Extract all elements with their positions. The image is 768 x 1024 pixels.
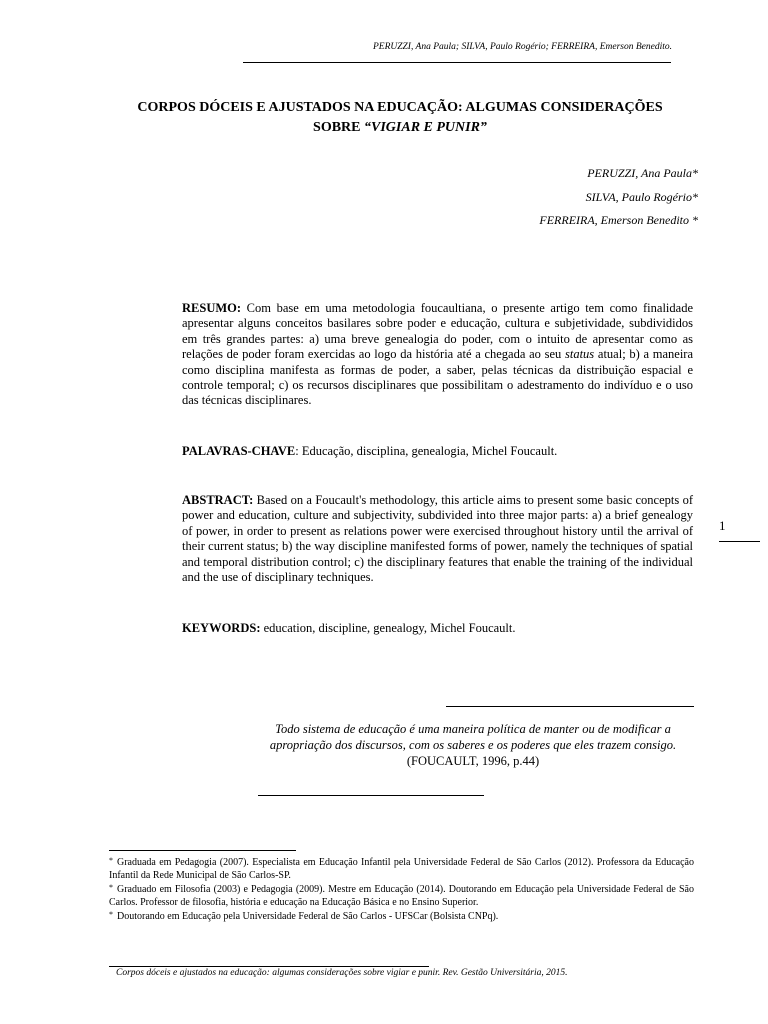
footnotes	[109, 855, 694, 924]
title-line-2	[100, 118, 700, 138]
footnote-2-text: Graduado em Filosofia (2003) e Pedagogia (2009). Mestre em Educação (2014). Doutorando em Educação pela Universidade Federal de São Carlos. Professor de filosofia, história e educação na Educação Básica e no Ensino Superior.	[109, 884, 694, 908]
keywords-paragraph	[182, 621, 693, 636]
footnote-2-marker: *	[109, 883, 113, 893]
resumo-paragraph	[182, 301, 693, 409]
abstract-label: ABSTRACT:	[182, 493, 254, 507]
resumo-text-after: atual; b) a maneira como disciplina manifesta as formas de poder, a saber, pelas técnicas da distribuição espacial e controle temporal; c) os recursos disciplinares que possibilitam o adestramento do indivíduo e o uso das técnicas disciplinares.	[182, 347, 693, 408]
author-list	[539, 162, 698, 233]
palavras-chave-label: PALAVRAS-CHAVE	[182, 444, 296, 458]
title-line-1: CORPOS DÓCEIS E AJUSTADOS NA EDUCAÇÃO: ALGUMAS CONSIDERAÇÕES	[137, 100, 663, 115]
footnote-rule	[109, 850, 296, 851]
abstract-paragraph	[182, 493, 693, 585]
article-title	[100, 98, 700, 138]
author-1: PERUZZI, Ana Paula*	[587, 166, 698, 180]
epigraph-top-rule	[446, 706, 694, 707]
footnote-1-marker: *	[109, 856, 113, 865]
footnote-2	[109, 882, 694, 909]
title-line-2-italic: “VIGIAR E PUNIR”	[364, 120, 487, 135]
epigraph-bottom-rule	[258, 795, 484, 796]
resumo-italic-term: status	[565, 347, 595, 362]
footnote-3	[109, 909, 694, 924]
page-number: 1	[719, 518, 726, 533]
palavras-chave-text: : Educação, disciplina, genealogia, Michel Foucault.	[295, 444, 558, 458]
footer-citation: Corpos dóceis e ajustados na educação: algumas considerações sobre vigiar e punir. Rev. Gestão Universitária, 2015.	[116, 968, 568, 978]
epigraph-quote: Todo sistema de educação é uma maneira política de manter ou de modificar a apropriação dos discursos, com os saberes e os poderes que eles trazem consigo.	[269, 722, 677, 752]
epigraph	[253, 721, 693, 769]
resumo-label: RESUMO:	[182, 301, 242, 315]
keywords-label: KEYWORDS:	[182, 621, 261, 635]
page-number-rule	[719, 541, 760, 542]
footnote-1	[109, 855, 694, 882]
footnote-1-text: Graduada em Pedagogia (2007). Especialista em Educação Infantil pela Universidade Federal de São Carlos (2012). Professora da Educação Infantil da Rede Municipal de São Carlos-SP.	[109, 857, 694, 881]
author-2: SILVA, Paulo Rogério*	[585, 189, 698, 204]
footer-rule	[109, 966, 429, 967]
footnote-3-text: Doutorando em Educação pela Universidade Federal de São Carlos - UFSCar (Bolsista CNPq).	[117, 911, 499, 923]
abstract-text: Based on a Foucault's methodology, this article aims to present some basic concepts of power and education, culture and subjectivity, subdivided into three major parts: a) a brief genealogy of power, in order to present as relations power were exercised throughout history until the arrival of their current status; b) the way discipline manifested forms of power, namely the techniques of spatial and temporal distribution control; c) the disciplinary features that enable the training of the individual and the use of disciplinary techniques.	[182, 493, 693, 585]
resumo-text-before: Com base em uma metodologia foucaultiana, o presente artigo tem como finalidade apresentar alguns conceitos basilares sobre poder e educação, cultura e subjetividade, subdivididos em três grandes partes: a) uma breve genealogia do poder, com o intuito de apresentar como as relações de poder foram exercidas ao logo da história até a chegada ao seu	[182, 301, 693, 362]
running-head: PERUZZI, Ana Paula; SILVA, Paulo Rogério; FERREIRA, Emerson Benedito.	[372, 42, 672, 52]
header-rule	[243, 62, 671, 63]
footnote-3-marker: *	[109, 910, 113, 920]
palavras-chave-paragraph	[182, 444, 693, 459]
author-3: FERREIRA, Emerson Benedito *	[539, 213, 698, 227]
keywords-text: education, discipline, genealogy, Michel Foucault.	[260, 621, 516, 635]
epigraph-citation: (FOUCAULT, 1996, p.44)	[406, 754, 540, 768]
title-line-2-prefix: SOBRE	[313, 120, 365, 135]
